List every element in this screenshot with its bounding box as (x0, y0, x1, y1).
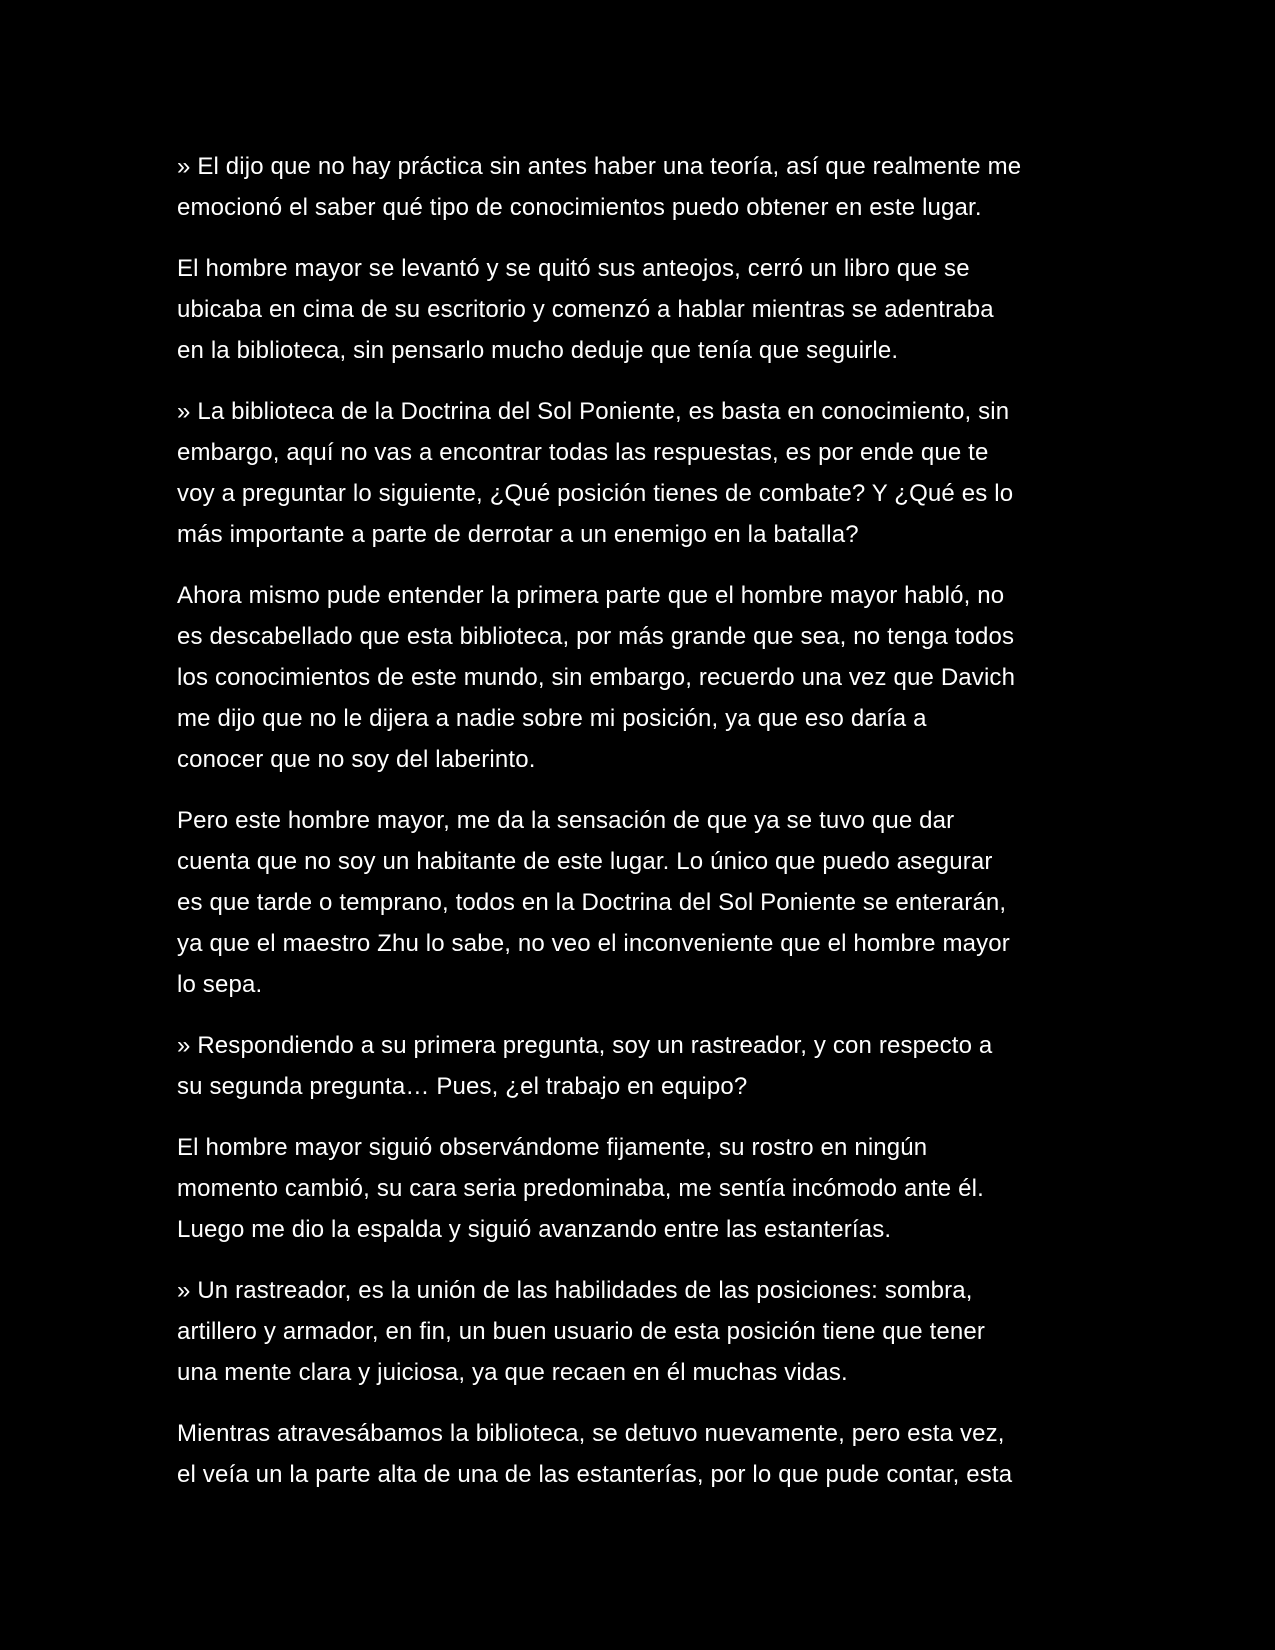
paragraph-line: los conocimientos de este mundo, sin embargo, recuerdo una vez que Davich (177, 664, 1016, 691)
paragraph-1 (177, 146, 1117, 228)
paragraph-line: » Un rastreador, es la unión de las habilidades de las posiciones: sombra, (177, 1277, 973, 1304)
paragraph-line: lo sepa. (177, 971, 263, 998)
paragraph-line: el veía un la parte alta de una de las estanterías, por lo que pude contar, esta (177, 1461, 1013, 1488)
paragraph-4 (177, 575, 1117, 780)
paragraph-line: embargo, aquí no vas a encontrar todas las respuestas, es por ende que te (177, 439, 989, 466)
paragraph-line: El hombre mayor siguió observándome fijamente, su rostro en ningún (177, 1134, 928, 1161)
paragraph-line: momento cambió, su cara seria predominaba, me sentía incómodo ante él. (177, 1175, 984, 1202)
paragraph-line: El hombre mayor se levantó y se quitó sus anteojos, cerró un libro que se (177, 255, 970, 282)
paragraph-line: emocionó el saber qué tipo de conocimientos puedo obtener en este lugar. (177, 194, 982, 221)
paragraph-line: me dijo que no le dijera a nadie sobre mi posición, ya que eso daría a (177, 705, 927, 732)
paragraph-line: ubicaba en cima de su escritorio y comenzó a hablar mientras se adentraba (177, 296, 994, 323)
paragraph-5 (177, 800, 1117, 1005)
paragraph-8 (177, 1270, 1117, 1393)
paragraph-line: cuenta que no soy un habitante de este lugar. Lo único que puedo asegurar (177, 848, 993, 875)
paragraph-line: es descabellado que esta biblioteca, por más grande que sea, no tenga todos (177, 623, 1015, 650)
paragraph-line: su segunda pregunta… Pues, ¿el trabajo en equipo? (177, 1073, 748, 1100)
paragraph-line: Pero este hombre mayor, me da la sensación de que ya se tuvo que dar (177, 807, 955, 834)
paragraph-line: conocer que no soy del laberinto. (177, 746, 536, 773)
paragraph-line: Ahora mismo pude entender la primera parte que el hombre mayor habló, no (177, 582, 1005, 609)
paragraph-7 (177, 1127, 1117, 1250)
paragraph-2 (177, 248, 1117, 371)
paragraph-line: Luego me dio la espalda y siguió avanzando entre las estanterías. (177, 1216, 892, 1243)
paragraph-6 (177, 1025, 1117, 1107)
paragraph-line: ya que el maestro Zhu lo sabe, no veo el inconveniente que el hombre mayor (177, 930, 1010, 957)
paragraph-line: Mientras atravesábamos la biblioteca, se detuvo nuevamente, pero esta vez, (177, 1420, 1005, 1447)
paragraph-line: más importante a parte de derrotar a un enemigo en la batalla? (177, 521, 859, 548)
paragraph-line: » El dijo que no hay práctica sin antes haber una teoría, así que realmente me (177, 153, 1022, 180)
paragraph-line: en la biblioteca, sin pensarlo mucho deduje que tenía que seguirle. (177, 337, 899, 364)
paragraph-line: es que tarde o temprano, todos en la Doctrina del Sol Poniente se enterarán, (177, 889, 1007, 916)
paragraph-line: voy a preguntar lo siguiente, ¿Qué posición tienes de combate? Y ¿Qué es lo (177, 480, 1014, 507)
document-page (177, 146, 1117, 1515)
paragraph-line: » Respondiendo a su primera pregunta, soy un rastreador, y con respecto a (177, 1032, 993, 1059)
paragraph-9 (177, 1413, 1117, 1495)
paragraph-3 (177, 391, 1117, 555)
paragraph-line: » La biblioteca de la Doctrina del Sol Poniente, es basta en conocimiento, sin (177, 398, 1010, 425)
paragraph-line: artillero y armador, en fin, un buen usuario de esta posición tiene que tener (177, 1318, 986, 1345)
paragraph-line: una mente clara y juiciosa, ya que recaen en él muchas vidas. (177, 1359, 848, 1386)
